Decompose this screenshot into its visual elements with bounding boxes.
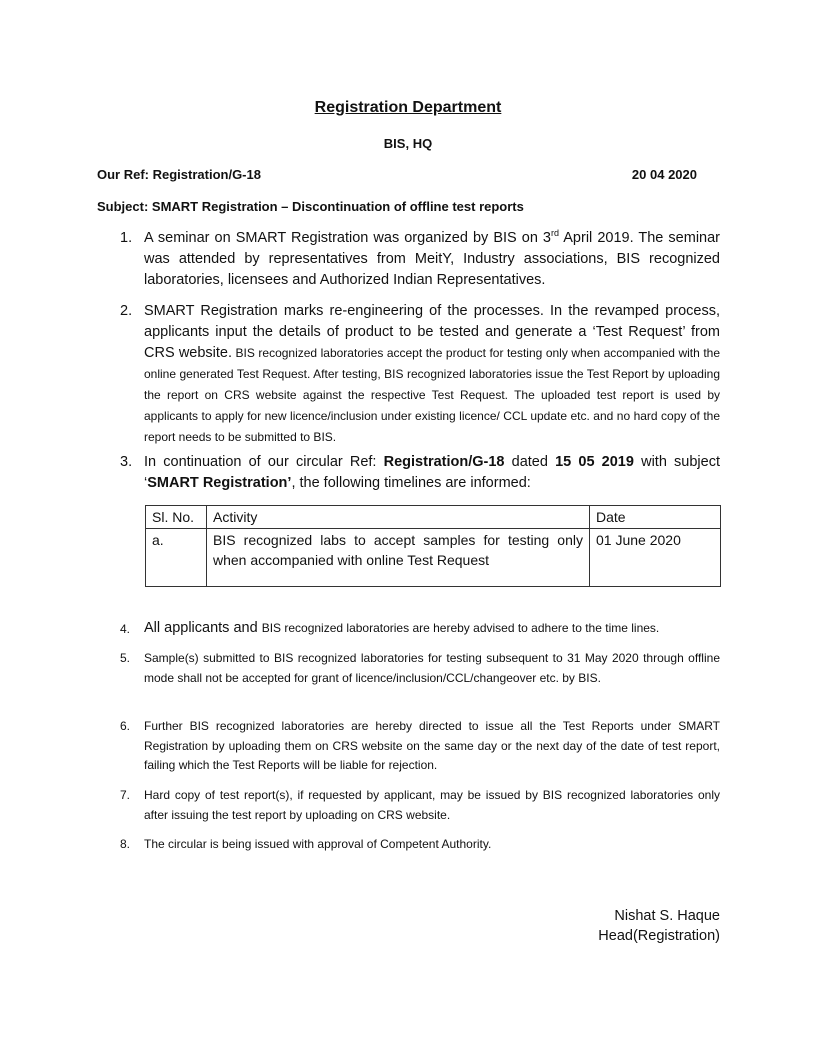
bold-date: 15 05 2019 bbox=[555, 454, 634, 470]
list-item-3 bbox=[120, 452, 720, 494]
item-number: 7. bbox=[120, 788, 131, 802]
table-header-cell: Date bbox=[590, 506, 721, 529]
table-header-cell: Sl. No. bbox=[146, 506, 207, 529]
list-item-6 bbox=[120, 717, 720, 776]
item-number: 2. bbox=[120, 303, 133, 319]
item-text-part: A seminar on SMART Registration was organized by BIS on 3 bbox=[144, 230, 551, 246]
item-text: Further BIS recognized laboratories are hereby directed to issue all the Test Reports under SMART Registration by uploading them on CRS website on the same day or the next day of the date of test report, failing which the Test Reports will be liable for rejection. bbox=[144, 719, 720, 772]
table-header-cell: Activity bbox=[207, 506, 590, 529]
list-item-7 bbox=[120, 786, 720, 825]
table-cell: 01 June 2020 bbox=[590, 529, 721, 587]
item-number: 8. bbox=[120, 837, 131, 851]
item-text-part: BIS recognized laboratories are hereby advised to adhere to the time lines. bbox=[261, 621, 660, 635]
item-number: 6. bbox=[120, 719, 131, 733]
item-text-part: , the following timelines are informed: bbox=[291, 475, 531, 491]
item-number: 3. bbox=[120, 454, 133, 470]
subject-line: Subject: SMART Registration – Discontinuation of offline test reports bbox=[97, 199, 524, 214]
list-item-1 bbox=[120, 228, 720, 291]
reference-line bbox=[97, 167, 697, 182]
item-text bbox=[144, 452, 720, 494]
list-item-8 bbox=[120, 835, 720, 855]
page-title: Registration Department bbox=[314, 99, 502, 116]
item-text-part: with subject ‘ bbox=[144, 454, 720, 491]
item-number: 5. bbox=[120, 651, 131, 665]
item-text: Hard copy of test report(s), if requested by applicant, may be issued by BIS recognized laboratories only after issuing the test report by uploading on CRS website. bbox=[144, 788, 720, 822]
office-name: BIS, HQ bbox=[383, 136, 433, 151]
signatory-designation: Head(Registration) bbox=[598, 928, 720, 944]
item-text: The circular is being issued with approval of Competent Authority. bbox=[144, 837, 492, 851]
item-text-part: In continuation of our circular Ref: bbox=[144, 454, 384, 470]
bold-reference: Registration/G-18 bbox=[383, 454, 505, 470]
circular-date: 20 04 2020 bbox=[631, 167, 697, 182]
item-text-part: BIS recognized laboratories accept the product for testing only when accompanied with the online generated Test Request. After testing, BIS recognized laboratories issue the Test Report by uploading the report on CRS website against the respective Test Request. The uploaded test report is used by applicants to apply for new licence/inclusion under existing licence/ CCL update etc. and no hard copy of the report needs to be submitted to BIS. bbox=[144, 346, 720, 444]
table-cell: BIS recognized labs to accept samples for testing only when accompanied with online Test Request bbox=[207, 529, 590, 587]
item-text-part: dated bbox=[504, 454, 556, 470]
item-text-part: All applicants and bbox=[144, 620, 262, 636]
bold-subject: SMART Registration’ bbox=[147, 475, 292, 491]
table-header-row bbox=[146, 506, 721, 529]
item-text-part: SMART Registration marks re-engineering of the processes. In the revamped process, applicants input the details of product to be tested and generate a ‘Test Request’ from CRS website. bbox=[144, 303, 720, 361]
item-text-part: April 2019. The seminar was attended by representatives from MeitY, Industry associations, BIS recognized laboratories, licensees and Authorized Indian Representatives. bbox=[144, 230, 720, 288]
item-text bbox=[144, 301, 720, 448]
table-row bbox=[146, 529, 721, 587]
item-number: 4. bbox=[120, 622, 131, 636]
list-item-2 bbox=[120, 301, 720, 448]
list-item-5 bbox=[120, 649, 720, 688]
list-item-4 bbox=[120, 618, 720, 639]
signature-block bbox=[598, 906, 720, 946]
item-text: Sample(s) submitted to BIS recognized laboratories for testing subsequent to 31 May 2020 through offline mode shall not be accepted for grant of licence/inclusion/CCL/changeover etc. by BIS. bbox=[144, 651, 720, 685]
timeline-table bbox=[145, 505, 721, 587]
superscript: rd bbox=[551, 228, 560, 239]
item-text bbox=[144, 618, 720, 639]
table-cell: a. bbox=[146, 529, 207, 587]
reference-number: Our Ref: Registration/G-18 bbox=[97, 167, 261, 182]
signatory-name: Nishat S. Haque bbox=[614, 908, 720, 924]
item-number: 1. bbox=[120, 230, 133, 246]
item-text bbox=[144, 228, 720, 291]
